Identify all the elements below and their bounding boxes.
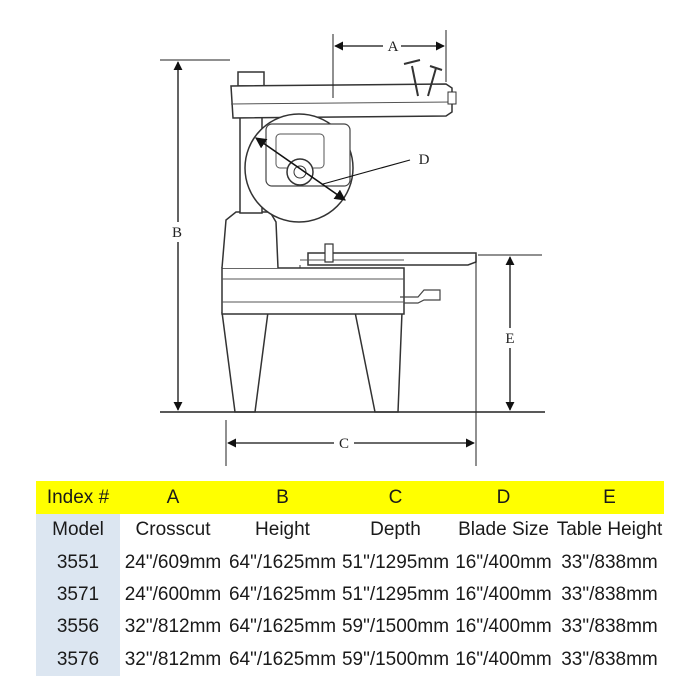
table-row bbox=[36, 611, 664, 643]
model-cell: 3556 bbox=[36, 611, 120, 643]
table-cell: 24"/609mm bbox=[124, 551, 222, 573]
table-cell: 32"/812mm bbox=[124, 648, 222, 670]
subheader-model: Model bbox=[36, 514, 120, 546]
saw-leg-right bbox=[355, 312, 402, 412]
header-e: E bbox=[555, 481, 664, 514]
table-cell: 33"/838mm bbox=[561, 584, 658, 606]
table-cell: 64"/1625mm bbox=[228, 648, 337, 670]
header-a: A bbox=[120, 481, 226, 514]
header-c: C bbox=[339, 481, 452, 514]
table-row bbox=[36, 644, 664, 676]
model-cell: 3571 bbox=[36, 579, 120, 611]
table-cell: 33"/838mm bbox=[561, 616, 658, 638]
table-cell: 33"/838mm bbox=[561, 648, 658, 670]
specification-table bbox=[36, 481, 664, 676]
subheader-blade-size: Blade Size bbox=[458, 519, 549, 541]
column-cap bbox=[238, 72, 264, 86]
subheader-crosscut: Crosscut bbox=[135, 519, 211, 541]
column-housing bbox=[222, 212, 278, 268]
table-fence bbox=[325, 244, 333, 262]
model-cell: 3576 bbox=[36, 644, 120, 676]
table-cell: 16"/400mm bbox=[455, 551, 552, 573]
header-index: Index # bbox=[36, 481, 120, 514]
table-cell: 32"/812mm bbox=[124, 616, 222, 638]
dimension-d-label: D bbox=[418, 152, 430, 168]
table-row bbox=[36, 579, 664, 611]
table-cell: 16"/400mm bbox=[455, 648, 552, 670]
table-row bbox=[36, 547, 664, 579]
table-cell: 64"/1625mm bbox=[228, 616, 337, 638]
elevating-handle bbox=[400, 290, 440, 303]
table-cell: 16"/400mm bbox=[455, 584, 552, 606]
table-cell: 64"/1625mm bbox=[228, 584, 337, 606]
subheader-depth: Depth bbox=[370, 519, 421, 541]
saw-base-cabinet bbox=[222, 268, 404, 314]
dimension-c-label: C bbox=[338, 436, 350, 452]
subheader-height: Height bbox=[255, 519, 310, 541]
table-cell: 24"/600mm bbox=[124, 584, 222, 606]
saw-leg-left bbox=[222, 312, 268, 412]
table-cell: 59"/1500mm bbox=[341, 648, 450, 670]
table-header-row bbox=[36, 481, 664, 514]
dimension-a-label: A bbox=[387, 39, 399, 55]
table-cell: 59"/1500mm bbox=[341, 616, 450, 638]
dimension-e-label: E bbox=[505, 331, 515, 347]
dimension-b-label: B bbox=[171, 225, 183, 241]
table-cell: 51"/1295mm bbox=[341, 584, 450, 606]
header-b: B bbox=[226, 481, 339, 514]
table-cell: 16"/400mm bbox=[455, 616, 552, 638]
table-cell: 64"/1625mm bbox=[228, 551, 337, 573]
radial-arm bbox=[231, 84, 452, 118]
subheader-table-height: Table Height bbox=[556, 519, 663, 541]
table-cell: 33"/838mm bbox=[561, 551, 658, 573]
model-cell: 3551 bbox=[36, 547, 120, 579]
table-subheader-row bbox=[36, 514, 664, 546]
header-d: D bbox=[452, 481, 555, 514]
table-cell: 51"/1295mm bbox=[341, 551, 450, 573]
